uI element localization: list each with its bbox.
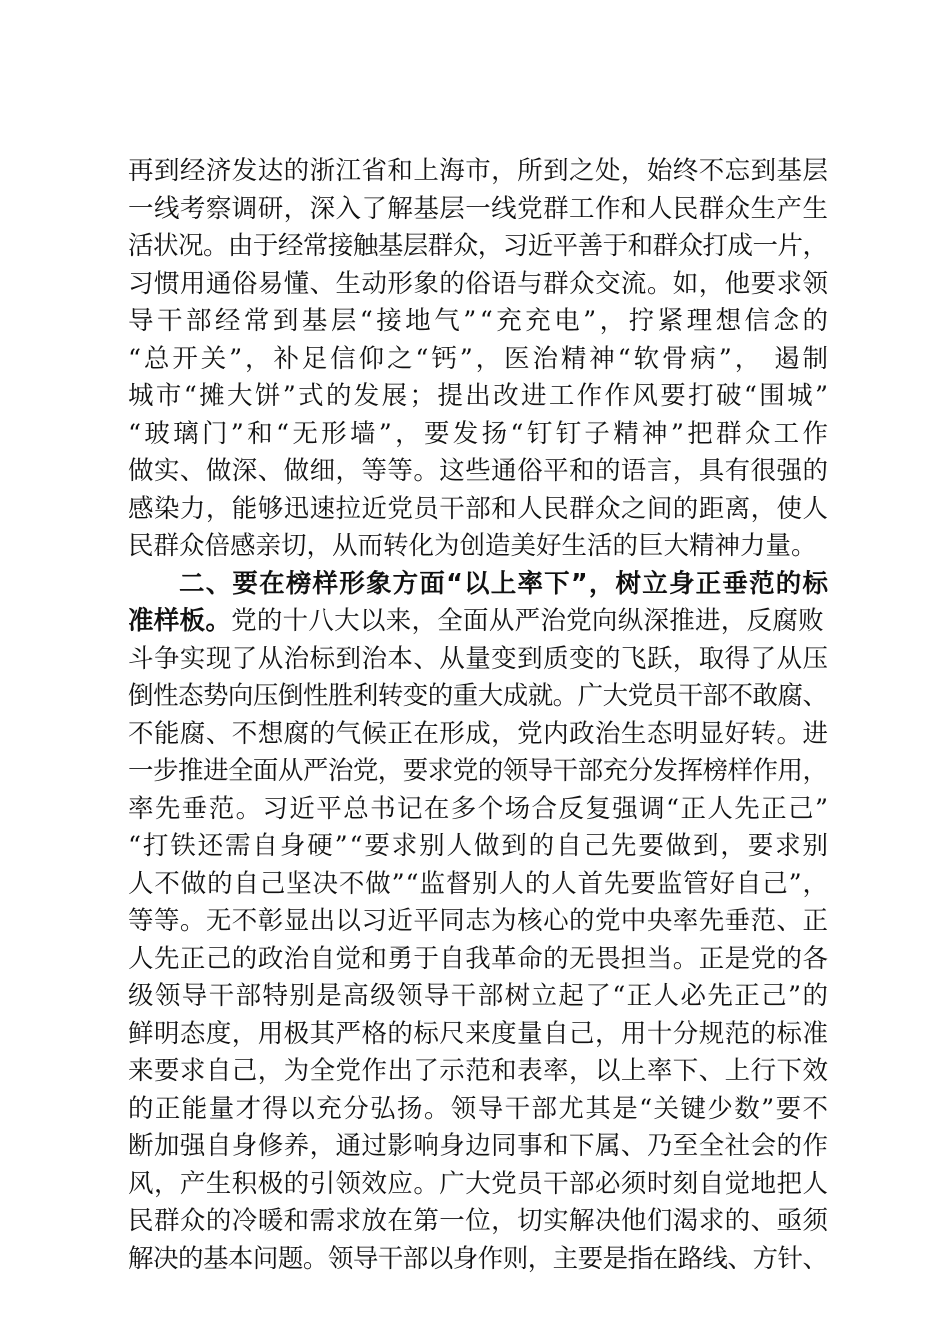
text-line: 解决的基本问题。领导干部以身作则，主要是指在路线、方针、	[128, 1243, 828, 1274]
text-line: 鲜明态度，用极其严格的标尺来度量自己，用十分规范的标准	[128, 1018, 829, 1049]
text-line: 断加强自身修养，通过影响身边同事和下属、乃至全社会的作	[128, 1131, 829, 1161]
paragraph-1	[128, 153, 832, 566]
text-line: 活状况。由于经常接触基层群众，习近平善于和群众打成一片，	[128, 231, 828, 261]
text-line: 不能腐、不想腐的气候正在形成，党内政治生态明显好转。进	[128, 718, 829, 749]
text-line: 做实、做深、做细，等等。这些通俗平和的语言，具有很强的	[128, 456, 829, 486]
text-line: 倒性态势向压倒性胜利转变的重大成就。广大党员干部不敢腐、	[128, 681, 828, 711]
text-line: 人不做的自己坚决不做”“监督别人的人首先要监管好自己”，	[128, 868, 829, 899]
text-line: 一步推进全面从严治党，要求党的领导干部充分发挥榜样作用，	[128, 756, 828, 786]
text-line: 人先正己的政治自觉和勇于自我革命的无畏担当。正是党的各	[128, 943, 829, 974]
text-line: 的正能量才得以充分弘扬。领导干部尤其是“关键少数”要不	[128, 1093, 830, 1124]
text-line: 民群众的冷暖和需求放在第一位，切实解决他们渴求的、亟须	[128, 1206, 829, 1236]
text-line: 再到经济发达的浙江省和上海市，所到之处，始终不忘到基层	[128, 156, 829, 186]
text-line: 率先垂范。习近平总书记在多个场合反复强调“正人先正己”	[128, 793, 830, 824]
document-body	[128, 153, 832, 1278]
text-line: 导干部经常到基层“接地气”“充充电”，拧紧理想信念的	[128, 306, 832, 336]
text-line: 感染力，能够迅速拉近党员干部和人民群众之间的距离，使人	[128, 493, 829, 524]
text-line: 级领导干部特别是高级领导干部树立起了“正人必先正己”的	[128, 981, 830, 1011]
text-line: 一线考察调研，深入了解基层一线党群工作和人民群众生产生	[128, 193, 829, 224]
text-segment: 党的十八大以来，全面从严治党向纵深推进，反腐败	[231, 606, 824, 636]
section-heading-end: 准样板。	[128, 606, 232, 636]
text-line: “打铁还需自身硬”“要求别人做到的自己先要做到，要求别	[128, 831, 830, 861]
text-line: 习惯用通俗易懂、生动形象的俗语与群众交流。如，他要求领	[128, 268, 829, 299]
text-line: “玻璃门”和“无形墙”，要发扬“钉钉子精神”把群众工作	[128, 418, 832, 449]
text-line: 斗争实现了从治标到治本、从量变到质变的飞跃，取得了从压	[128, 643, 829, 674]
text-line: 来要求自己，为全党作出了示范和表率，以上率下、上行下效	[128, 1056, 829, 1086]
text-line: 等等。无不彰显出以习近平同志为核心的党中央率先垂范、正	[128, 906, 829, 936]
section-heading: 二、要在榜样形象方面“以上率下”，树立身正垂范的标	[179, 568, 830, 599]
text-line	[128, 603, 828, 641]
text-line: 民群众倍感亲切，从而转化为创造美好生活的巨大精神力量。	[128, 531, 817, 561]
text-line: 风，产生积极的引领效应。广大党员干部必须时刻自觉地把人	[128, 1168, 829, 1199]
text-line: “总开关”，补足信仰之“钙”，医治精神“软骨病”， 遏制	[128, 343, 831, 374]
paragraph-2	[128, 566, 828, 1279]
text-line: 城市“摊大饼”式的发展；提出改进工作作风要打破“围城”	[128, 381, 831, 411]
